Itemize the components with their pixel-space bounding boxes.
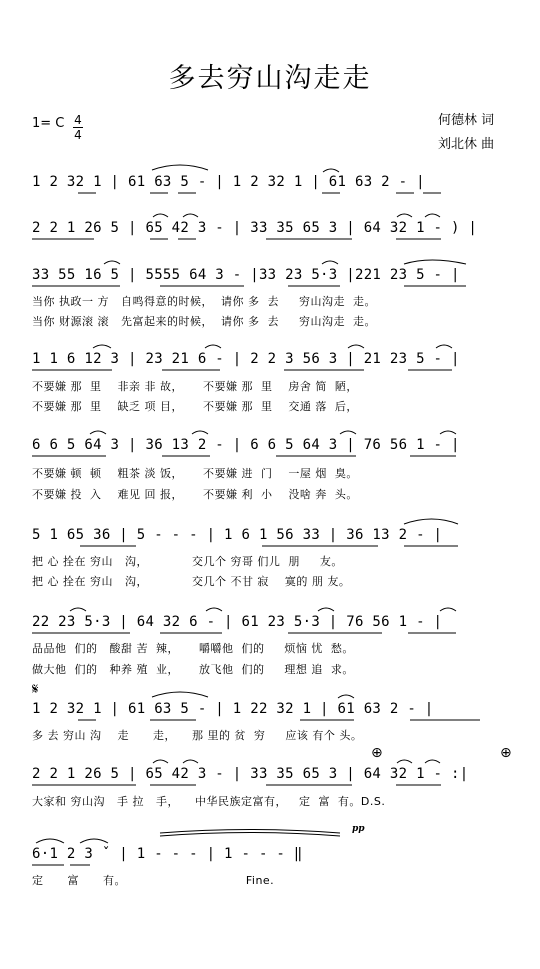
slur-mark — [153, 214, 168, 217]
lyric-line: 品品他 们的 酸甜 苦 辣， 嚼嚼他 们的 烦恼 忧 愁。 — [32, 642, 354, 655]
slur-mark — [436, 345, 452, 348]
score-row-10: 6·1 2 3 ˇ | 1 - - - | 1 - - - ‖ — [32, 846, 303, 862]
slur-mark — [80, 839, 108, 843]
key-signature: 1= C — [32, 116, 65, 131]
slur-mark — [206, 608, 222, 611]
slur-mark — [36, 839, 64, 843]
slur-mark — [425, 214, 440, 217]
score-row-5: 6 6 5 64 3 | 36 13 2 - | 6 6 5 64 3 | 76 56 1 - | — [32, 437, 460, 453]
slur-mark — [93, 345, 111, 348]
composer-credit: 刘北休 曲 — [438, 137, 495, 152]
title: 多去穷山沟走走 — [168, 63, 372, 94]
lyric-line: 把 心 拴在 穷山 沟， 交几个 不甘 寂 寞的 朋 友。 — [32, 575, 351, 588]
slur-mark — [397, 760, 412, 763]
lyric-line: 多 去 穷山 沟 走 走， 那 里的 贫 穷 应该 有个 头。 — [32, 729, 363, 742]
slur-mark — [440, 431, 456, 434]
slur-mark — [90, 431, 106, 434]
score-row-1: 1 2 32 1 | 61 63 5 - | 1 2 32 1 | 61 63 2 - | — [32, 174, 425, 190]
slur-mark — [425, 760, 440, 763]
score-row-4: 1 1 6 12 3 | 23 21 6 - | 2 2 3 56 3 | 21 23 5 - | — [32, 351, 460, 367]
lyricist-credit: 何德林 词 — [438, 113, 495, 128]
slur-mark — [152, 692, 208, 697]
lyric-line: 不要嫌 顿 顿 粗茶 淡 饭， 不要嫌 进 门 一屋 烟 臭。 — [32, 467, 358, 480]
dynamic-marking: pp — [352, 824, 365, 834]
score-row-2: 2 2 1 26 5 | 65 42 3 - | 33 35 65 3 | 64 32 1 - ) | — [32, 220, 478, 236]
slur-mark — [104, 261, 120, 264]
lyric-line: 当你 财源滚 滚 先富起来的时候， 请你 多 去 穷山沟走 走。 — [32, 315, 376, 328]
segno-sign: 𝄋 — [32, 680, 39, 698]
lyric-line: 不要嫌 投 入 难见 回 报， 不要嫌 利 小 没啥 奔 头。 — [32, 488, 358, 501]
lyric-line: 定 富 有。 Fine. — [32, 874, 275, 887]
score-row-8: 1 2 32 1 | 61 63 5 - | 1 22 32 1 | 61 63 2 - | — [32, 701, 434, 717]
score-row-9: 2 2 1 26 5 | 65 42 3 - | 33 35 65 3 | 64 32 1 - :| — [32, 766, 469, 782]
slur-mark — [404, 260, 466, 264]
coda-sign: ⊕ — [500, 745, 512, 761]
slur-mark — [338, 695, 354, 698]
slur-mark — [318, 608, 334, 611]
lyric-line: 大家和 穷山沟 手 拉 手， 中华民族定富有， 定 富 有。D.S. — [32, 795, 386, 808]
slur-mark — [183, 760, 198, 763]
score-row-6: 5 1 65 36 | 5 - - - | 1 6 1 56 33 | 36 13 2 - | — [32, 527, 443, 543]
coda-sign: ⊕ — [371, 745, 383, 761]
lyric-line: 把 心 拴在 穷山 沟， 交几个 穷哥 们儿 朋 友。 — [32, 555, 343, 568]
lyric-line: 做大他 们的 种养 殖 业， 放飞他 们的 理想 追 求。 — [32, 663, 354, 676]
slur-mark — [153, 760, 168, 763]
slur-mark — [192, 431, 208, 434]
slur-mark — [340, 431, 356, 434]
slur-mark — [205, 345, 221, 348]
tie-mark — [160, 833, 340, 837]
lyric-line: 当你 执政一 方 自鸣得意的时候， 请你 多 去 穷山沟走 走。 — [32, 295, 376, 308]
slur-mark — [397, 214, 412, 217]
slur-mark — [70, 608, 86, 611]
slur-mark — [323, 169, 339, 172]
slur-mark — [152, 165, 208, 170]
slur-mark — [404, 519, 458, 524]
score-row-7: 22 23 5·3 | 64 32 6 - | 61 23 5·3 | 76 56 1 - | — [32, 614, 443, 630]
slur-mark — [348, 345, 364, 348]
slur-mark — [322, 261, 338, 264]
lyric-line: 不要嫌 那 里 非亲 非 故， 不要嫌 那 里 房舍 简 陋， — [32, 380, 358, 393]
score-row-3: 33 55 16 5 | 5555 64 3 - |33 23 5·3 |221 23 5 - | — [32, 267, 460, 283]
lyric-line: 不要嫌 那 里 缺乏 项 目， 不要嫌 那 里 交通 落 后， — [32, 400, 358, 413]
slur-mark — [440, 608, 456, 611]
time-signature-top: 4 — [74, 113, 82, 127]
time-signature-bottom: 4 — [74, 128, 82, 142]
slur-mark — [183, 214, 198, 217]
